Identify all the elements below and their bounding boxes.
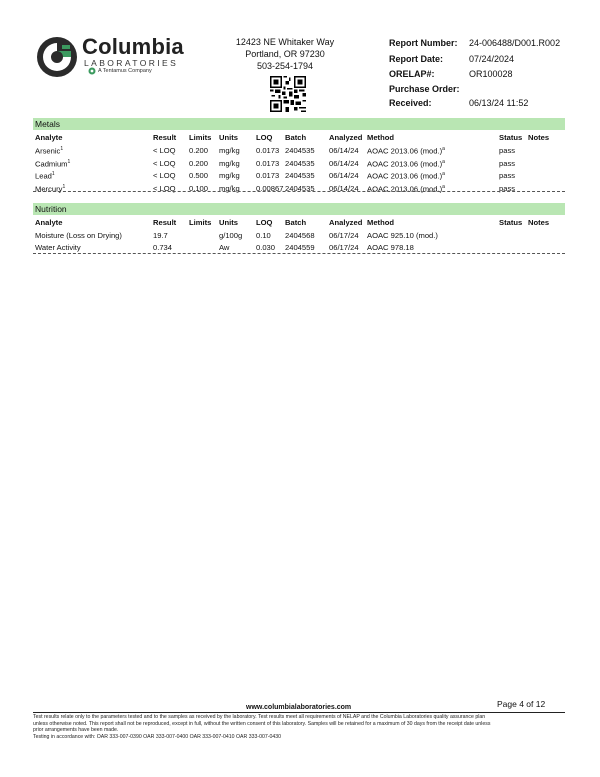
metals-row-cell-units xyxy=(219,171,240,180)
nutrition-row-cell-units xyxy=(219,231,242,240)
nutrition-row-cell-result xyxy=(153,243,172,252)
phone-number: 503-254-1794 xyxy=(256,61,314,71)
nutrition-row-cell-loq xyxy=(256,231,271,240)
nutrition-row-units-text: g/100g xyxy=(219,231,243,240)
website-link[interactable]: www.columbialaboratories.com xyxy=(246,704,352,711)
metals-row-units-text: mg/kg xyxy=(219,146,240,155)
received-label: Received: xyxy=(389,98,432,108)
metals-row-analyte-text: Arsenic xyxy=(35,146,61,156)
footer-testing-note: Testing in accordance with: OAR 333-007-0390 OAR 333-007-0400 OAR 333-007-0410 OAR 333-007-0430 xyxy=(33,734,281,740)
metals-row-result-text: < LOQ xyxy=(153,158,176,168)
metals-row-footnote-marker: a xyxy=(442,146,445,152)
footer-disclaimer-3: prior arrangements have been made. xyxy=(33,727,119,733)
metals-row-cell-analyzed xyxy=(329,171,359,180)
nutrition-row-units-text: Aw xyxy=(219,242,230,252)
metals-row-cell-loq xyxy=(256,146,279,155)
metals-row-units-text: mg/kg xyxy=(219,158,240,168)
footer-divider xyxy=(33,712,565,713)
metals-row-footnote-marker: a xyxy=(442,158,445,165)
metals-col-method: Method xyxy=(367,133,394,142)
metals-col-result: Result xyxy=(153,133,177,142)
metals-row-analyte-text: Lead xyxy=(35,171,52,181)
metals-row-cell-analyzed xyxy=(329,146,359,155)
nutrition-row-cell-units xyxy=(219,243,229,252)
metals-row-cell-batch xyxy=(285,171,315,180)
metals-row-cell-batch xyxy=(285,159,315,168)
nutrition-row-cell-method xyxy=(367,243,414,252)
metals-col-status: Status xyxy=(499,133,523,142)
metals-divider xyxy=(33,191,565,192)
metals-row-cell-status xyxy=(499,146,515,155)
nutrition-col-batch: Batch xyxy=(285,218,307,227)
nutrition-col-limits: Limits xyxy=(189,218,212,227)
report-number-label: Report Number: xyxy=(389,38,458,48)
nutrition-row-loq-text: 0.030 xyxy=(256,242,276,252)
metals-row-footnote-marker: a xyxy=(442,171,445,177)
qr-code-icon xyxy=(270,76,306,112)
metals-row-analyzed-text: 06/14/24 xyxy=(329,171,359,180)
metals-row-batch-text: 2404535 xyxy=(285,171,315,180)
nutrition-col-result: Result xyxy=(153,218,177,227)
metals-row-result-text: < LOQ xyxy=(153,146,176,155)
metals-row-loq-text: 0.00867 xyxy=(256,183,284,193)
company-name: Columbia xyxy=(82,34,184,59)
orelap-label: ORELAP#: xyxy=(389,69,435,79)
footer-disclaimer-1: Test results relate only to the parameters tested and to the samples as received by the laboratory. Test results meet all requirements of NELAP and the Columbia Laboratories quality assurance plan xyxy=(33,714,486,720)
metals-row-batch-text: 2404535 xyxy=(285,146,315,155)
metals-row-status-text: pass xyxy=(499,183,516,193)
nutrition-row-cell-analyte xyxy=(35,243,81,252)
metals-row-method-text: AOAC 2013.06 (mod.) xyxy=(367,159,443,169)
nutrition-row-cell-analyzed xyxy=(329,243,359,252)
metals-row-cell-loq xyxy=(256,159,279,168)
metals-row-result-text: < LOQ xyxy=(153,171,176,180)
nutrition-row-method-text: AOAC 925.10 (mod.) xyxy=(367,231,438,240)
metals-row-analyte-text: Cadmium xyxy=(35,159,68,169)
purchase-order-label: Purchase Order: xyxy=(389,84,460,94)
nutrition-row-batch-text: 2404568 xyxy=(285,231,315,240)
metals-row-cell-limits xyxy=(189,171,208,180)
metals-row-cell-status xyxy=(499,159,515,168)
metals-row-analyzed-text: 06/14/24 xyxy=(329,183,359,193)
metals-row-loq-text: 0.0173 xyxy=(256,171,280,180)
metals-col-batch: Batch xyxy=(285,133,307,142)
nutrition-col-status: Status xyxy=(499,218,523,227)
metals-row-limits-text: 0.200 xyxy=(189,146,209,155)
metals-row-method-text: AOAC 2013.06 (mod.) xyxy=(367,171,443,181)
nutrition-row-cell-result xyxy=(153,231,168,240)
metals-row-cell-units xyxy=(219,146,240,155)
nutrition-row-analyte-text: Moisture (Loss on Drying) xyxy=(35,231,122,240)
metals-row-cell-loq xyxy=(256,171,279,180)
metals-row-cell-analyte xyxy=(35,146,63,156)
metals-row-analyzed-text: 06/14/24 xyxy=(329,146,359,155)
company-subtitle: LABORATORIES xyxy=(84,58,179,68)
report-date-value: 07/24/2024 xyxy=(469,54,515,64)
metals-row-limits-text: 0.200 xyxy=(189,158,209,168)
received-value: 06/13/24 11:52 xyxy=(469,98,529,108)
metals-row-cell-batch xyxy=(285,146,315,155)
metals-row-units-text: mg/kg xyxy=(219,171,240,180)
metals-row-cell-method xyxy=(367,146,445,156)
columbia-logo-icon xyxy=(36,36,78,78)
nutrition-row-cell-batch xyxy=(285,243,315,252)
metals-row-footnote-marker: a xyxy=(442,183,445,190)
report-date-label: Report Date: xyxy=(389,54,444,64)
nutrition-row-analyzed-text: 06/17/24 xyxy=(329,231,359,240)
nutrition-divider xyxy=(33,253,565,254)
nutrition-row-analyte-text: Water Activity xyxy=(35,242,81,252)
metals-row-result-text: < LOQ xyxy=(153,183,176,193)
metals-col-analyzed: Analyzed xyxy=(329,133,363,142)
address-line-2: Portland, OR 97230 xyxy=(245,49,325,59)
metals-row-footnote-marker: 1 xyxy=(51,171,55,177)
metals-row-footnote-marker: 1 xyxy=(67,158,71,165)
metals-row-status-text: pass xyxy=(499,158,516,168)
metals-row-cell-analyte xyxy=(35,159,70,169)
metals-row-cell-units xyxy=(219,159,240,168)
metals-row-cell-result xyxy=(153,146,176,155)
metals-row-cell-analyte xyxy=(35,171,55,181)
report-number-value: 24-006488/D001.R002 xyxy=(469,38,561,48)
metals-col-notes: Notes xyxy=(528,133,550,142)
nutrition-col-analyte: Analyte xyxy=(35,218,63,227)
nutrition-row-analyzed-text: 06/17/24 xyxy=(329,242,359,252)
metals-row-cell-limits xyxy=(189,159,208,168)
nutrition-section-title: Nutrition xyxy=(33,203,565,215)
nutrition-row-method-text: AOAC 978.18 xyxy=(367,242,414,252)
orelap-value: OR100028 xyxy=(469,69,513,79)
nutrition-row-loq-text: 0.10 xyxy=(256,231,271,240)
metals-row-cell-analyzed xyxy=(329,159,359,168)
company-tagline: A Tentamus Company xyxy=(98,68,152,74)
metals-row-method-text: AOAC 2013.06 (mod.) xyxy=(367,184,443,194)
nutrition-col-analyzed: Analyzed xyxy=(329,218,363,227)
page-number: Page 4 of 12 xyxy=(497,699,546,709)
metals-col-limits: Limits xyxy=(189,133,212,142)
metals-row-footnote-marker: 1 xyxy=(62,183,66,190)
metals-row-loq-text: 0.0173 xyxy=(256,158,280,168)
metals-row-cell-result xyxy=(153,171,176,180)
metals-row-method-text: AOAC 2013.06 (mod.) xyxy=(367,146,443,156)
metals-col-loq: LOQ xyxy=(256,133,273,142)
nutrition-row-cell-loq xyxy=(256,243,275,252)
metals-col-analyte: Analyte xyxy=(35,133,63,142)
metals-row-analyzed-text: 06/14/24 xyxy=(329,158,359,168)
nutrition-row-cell-method xyxy=(367,231,438,240)
metals-row-footnote-marker: 1 xyxy=(60,146,64,152)
nutrition-col-notes: Notes xyxy=(528,218,550,227)
metals-col-units: Units xyxy=(219,133,238,142)
metals-section-title: Metals xyxy=(33,118,565,130)
metals-row-cell-status xyxy=(499,171,515,180)
metals-row-limits-text: 0.100 xyxy=(189,183,209,193)
tentamus-icon xyxy=(88,67,96,75)
nutrition-row-result-text: 19.7 xyxy=(153,231,168,240)
metals-row-cell-limits xyxy=(189,146,208,155)
metals-row-batch-text: 2404535 xyxy=(285,158,315,168)
nutrition-row-cell-analyte xyxy=(35,231,122,240)
nutrition-row-cell-batch xyxy=(285,231,315,240)
nutrition-col-method: Method xyxy=(367,218,394,227)
metals-row-limits-text: 0.500 xyxy=(189,171,209,180)
metals-row-status-text: pass xyxy=(499,146,516,155)
footer-disclaimer-2: unless otherwise noted. This report shall not be reproduced, except in full, without the written consent of this laboratory. Samples will be retained for a maximum of 30 days from the receipt date unless xyxy=(33,720,491,727)
nutrition-col-loq: LOQ xyxy=(256,218,273,227)
nutrition-col-units: Units xyxy=(219,218,238,227)
metals-row-analyte-text: Mercury xyxy=(35,184,63,194)
metals-row-batch-text: 2404535 xyxy=(285,183,315,193)
metals-row-loq-text: 0.0173 xyxy=(256,146,280,155)
metals-row-units-text: mg/kg xyxy=(219,183,240,193)
nutrition-row-result-text: 0.734 xyxy=(153,242,173,252)
nutrition-row-cell-analyzed xyxy=(329,231,359,240)
address-line-1: 12423 NE Whitaker Way xyxy=(235,37,335,47)
nutrition-row-batch-text: 2404559 xyxy=(285,242,315,252)
metals-row-status-text: pass xyxy=(499,171,516,180)
metals-row-cell-result xyxy=(153,159,176,168)
metals-row-cell-method xyxy=(367,159,445,169)
metals-row-cell-method xyxy=(367,171,445,181)
